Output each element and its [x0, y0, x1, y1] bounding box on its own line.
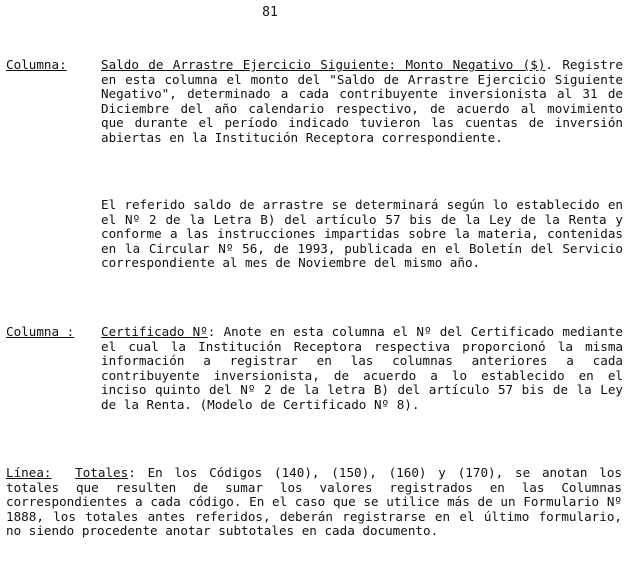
section-heading: Certificado Nº	[101, 324, 208, 339]
section-label: Columna:	[6, 57, 67, 72]
section-body	[101, 58, 623, 146]
section-body	[101, 325, 623, 413]
paragraph: El referido saldo de arrastre se determinará según lo establecido en el Nº 2 de la Letra B) del artículo 57 bis de la Ley de la Renta y conforme a las instrucciones impartidas sobre la materia, contenidas en la Circular Nº 56, de 1993, publicada en el Boletín del Servicio correspondiente al mes de Noviembre del mismo año.	[101, 197, 623, 271]
paragraph-text: : En los Códigos (140), (150), (160) y (170), se anotan los totales que resulten de sumar los valores registrados en las Columnas correspondientes a cada código. En el caso que se utilice más de un Formulario Nº 1888, los totales antes referidos, deberán registrarse en el último formulario, no siendo procedente anotar subtotales en cada documento.	[6, 465, 623, 539]
page-number: 81	[262, 5, 278, 20]
section-label: Columna :	[6, 324, 75, 339]
section-heading: Totales	[75, 465, 129, 480]
section-heading: Saldo de Arrastre Ejercicio Siguiente: Monto Negativo ($)	[101, 57, 546, 72]
section-body	[6, 466, 622, 539]
paragraph	[6, 466, 622, 539]
section-label: Línea:	[6, 465, 52, 480]
section-body-2	[101, 198, 623, 271]
paragraph-text: : Anote en esta columna el Nº del Certificado mediante el cual la Institución Receptora respectiva proporcionó la misma información a registrar en las columnas anteriores a cada contribuyente inversionista, de acuerdo a lo establecido en el inciso quinto del Nº 2 de la letra B) del artículo 57 bis de la Ley de la Renta. (Modelo de Certificado Nº 8).	[101, 324, 623, 412]
paragraph	[101, 58, 623, 146]
paragraph-text: . Registre en esta columna el monto del "Saldo de Arrastre Ejercicio Siguiente Negativo", determinado a cada contribuyente inversionista al 31 de Diciembre del año calendario respectivo, de acuerdo al movimiento que durante el período indicado tuvieron las cuentas de inversión abiertas en la Institución Receptora correspondiente.	[101, 57, 623, 145]
paragraph	[101, 325, 623, 413]
